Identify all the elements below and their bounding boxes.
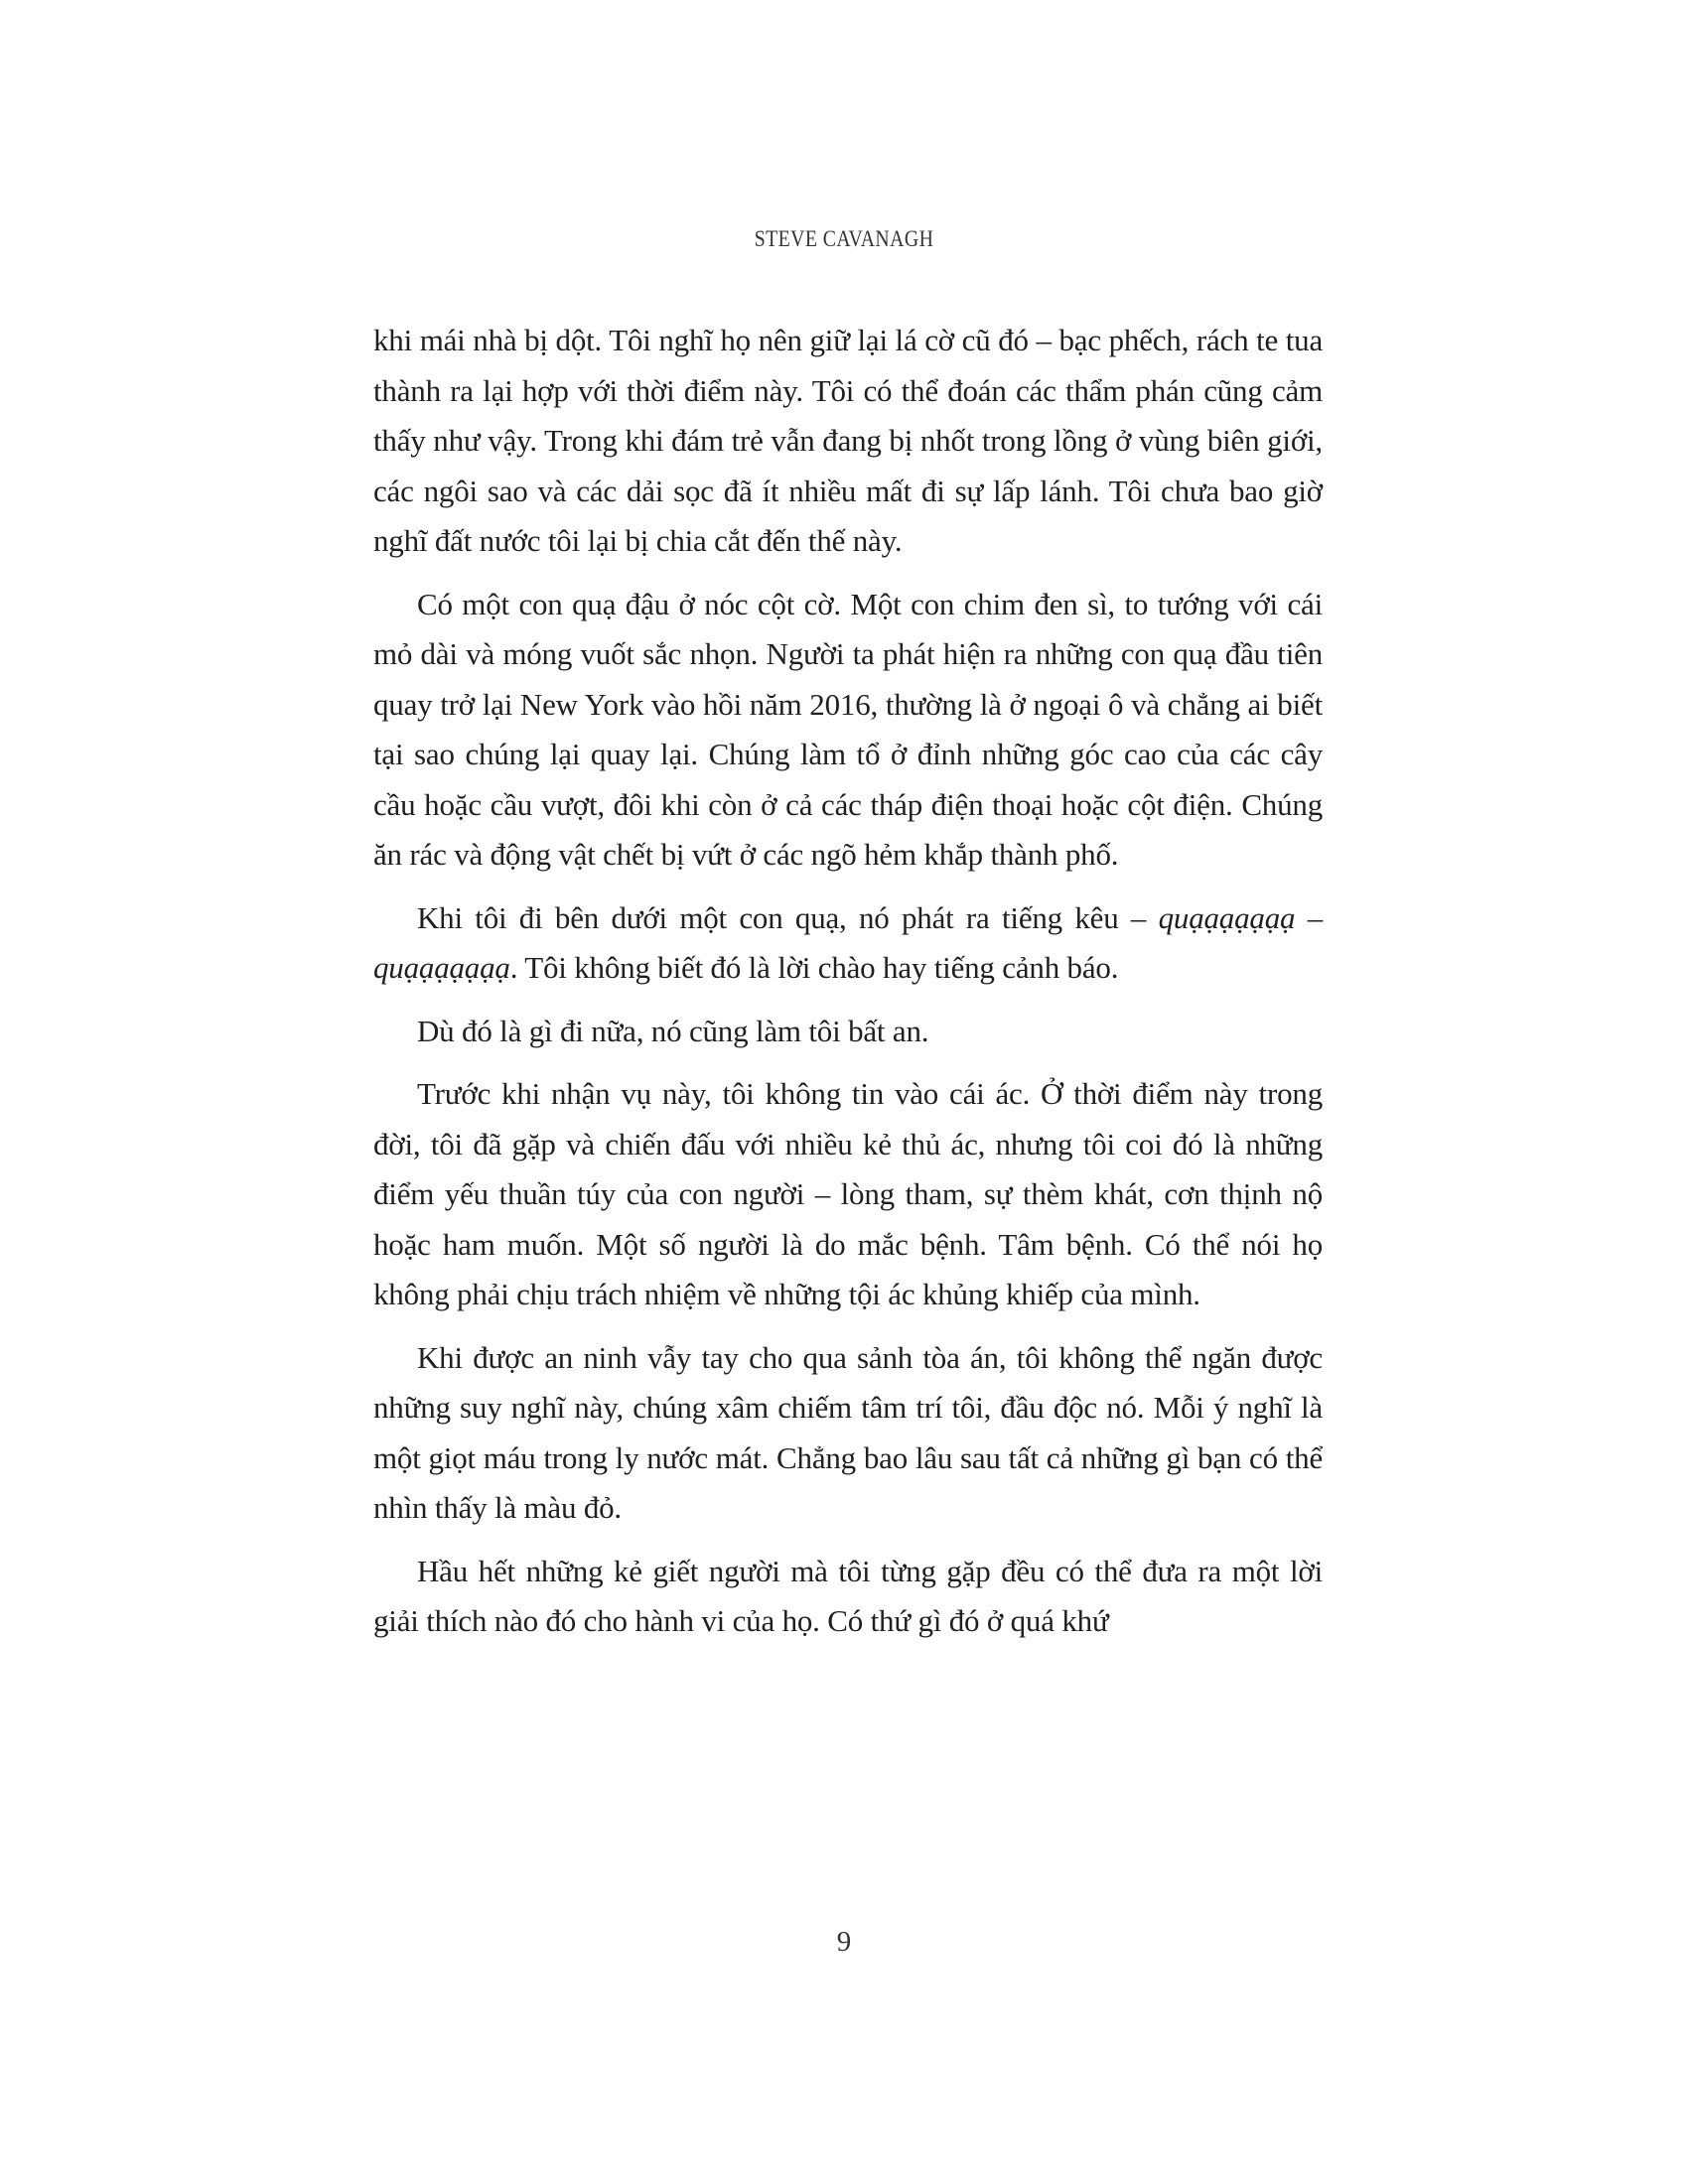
- text-run: khi mái nhà bị dột. Tôi nghĩ họ nên giữ lại lá cờ cũ đó – bạc phếch, rách te tua thành ra lại hợp với thời điểm này. Tôi có thể đoán các thẩm phán cũng cảm thấy như vậy. Trong khi đám trẻ vẫn đang bị nhốt trong lồng ở vùng biên giới, các ngôi sao và các dải sọc đã ít nhiều mất đi sự lấp lánh. Tôi chưa bao giờ nghĩ đất nước tôi lại bị chia cắt đến thế này.: [373, 323, 1323, 558]
- text-run: Có một con quạ đậu ở nóc cột cờ. Một con chim đen sì, to tướng với cái mỏ dài và móng vuốt sắc nhọn. Người ta phát hiện ra những con quạ đầu tiên quay trở lại New York vào hồi năm 2016, thường là ở ngoại ô và chẳng ai biết tại sao chúng lại quay lại. Chúng làm tổ ở đỉnh những góc cao của các cây cầu hoặc cầu vượt, đôi khi còn ở cả các tháp điện thoại hoặc cột điện. Chúng ăn rác và động vật chết bị vứt ở các ngõ hẻm khắp thành phố.: [373, 586, 1323, 872]
- paragraph: [373, 1069, 1323, 1320]
- paragraph: [373, 893, 1323, 994]
- text-run: . Tôi không biết đó là lời chào hay tiếng cảnh báo.: [509, 950, 1119, 985]
- paragraph: [373, 1547, 1323, 1647]
- text-run: –: [1295, 899, 1323, 935]
- text-run: Trước khi nhận vụ này, tôi không tin vào cái ác. Ở thời điểm này trong đời, tôi đã gặp và chiến đấu với nhiều kẻ thủ ác, nhưng tôi coi đó là những điểm yếu thuần túy của con người – lòng tham, sự thèm khát, cơn thịnh nộ hoặc ham muốn. Một số người là do mắc bệnh. Tâm bệnh. Có thể nói họ không phải chịu trách nhiệm về những tội ác khủng khiếp của mình.: [373, 1076, 1323, 1311]
- text-run: Hầu hết những kẻ giết người mà tôi từng gặp đều có thể đưa ra một lời giải thích nào đó cho hành vi của họ. Có thứ gì đó ở quá khứ: [373, 1553, 1323, 1638]
- italic-crow-sound: quạạạạạạạ: [1158, 899, 1296, 935]
- text-run: Khi được an ninh vẫy tay cho qua sảnh tòa án, tôi không thể ngăn được những suy nghĩ này, chúng xâm chiếm tâm trí tôi, đầu độc nó. Mỗi ý nghĩ là một giọt máu trong ly nước mát. Chẳng bao lâu sau tất cả những gì bạn có thể nhìn thấy là màu đỏ.: [373, 1339, 1323, 1525]
- text-run: Dù đó là gì đi nữa, nó cũng làm tôi bất an.: [417, 1013, 929, 1048]
- paragraph: [373, 1333, 1323, 1534]
- paragraph: [373, 580, 1323, 881]
- italic-crow-sound: quạạạạạạạ: [373, 950, 510, 985]
- page-number: 9: [836, 1926, 852, 1958]
- paragraph: [373, 1007, 1323, 1057]
- text-run: Khi tôi đi bên dưới một con quạ, nó phát ra tiếng kêu –: [417, 899, 1159, 935]
- paragraph: [373, 316, 1323, 567]
- running-head-author: STEVE CAVANAGH: [754, 226, 934, 251]
- body-text: [373, 316, 1323, 1660]
